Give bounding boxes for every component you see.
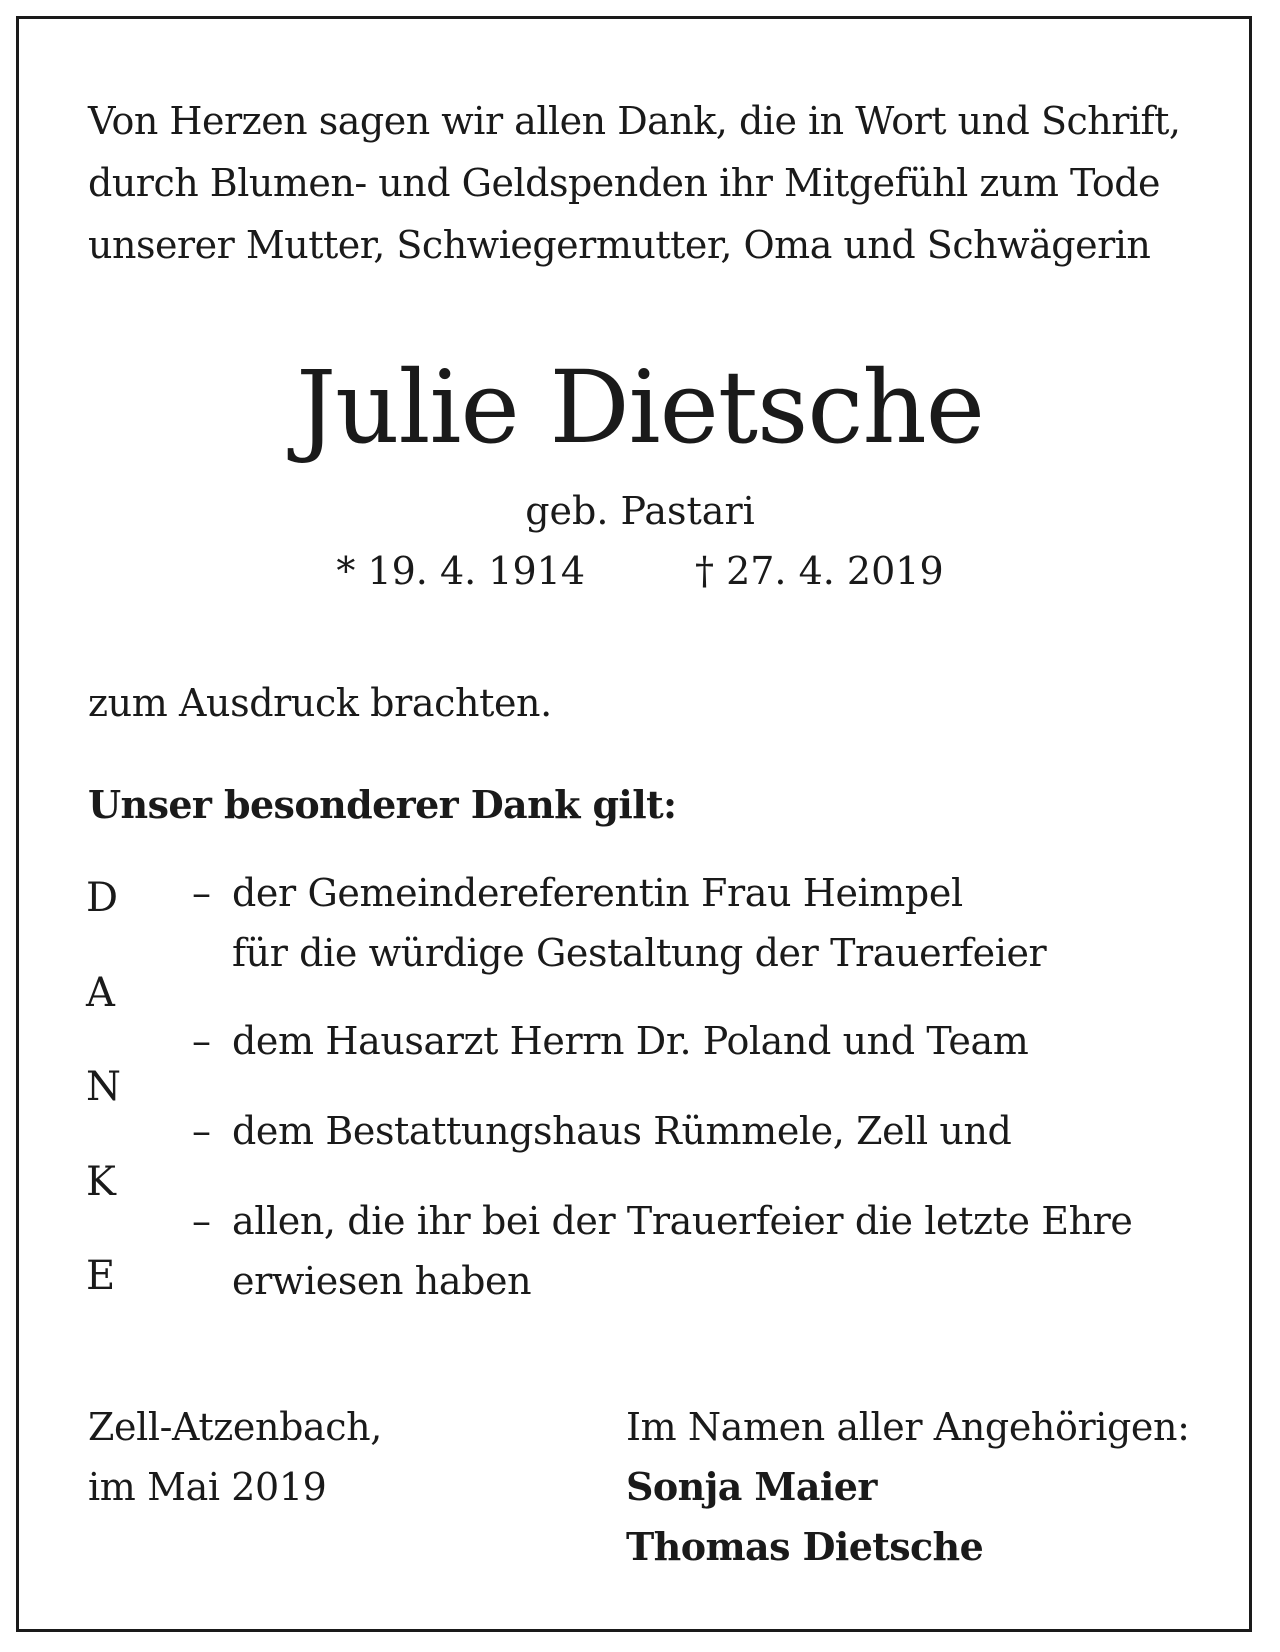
thanks-item-1-line-1: der Gemeindereferentin Frau Heimpel: [232, 871, 963, 915]
thanks-item-4-line-2: erwiesen haben: [232, 1259, 532, 1303]
thanks-item-4-line-1: allen, die ihr bei der Trauerfeier die letzte Ehre: [232, 1199, 1133, 1243]
place-line: Zell-Atzenbach,: [88, 1405, 382, 1449]
signature-name-2: Thomas Dietsche: [626, 1524, 984, 1569]
acrostic-letter-d: D: [86, 875, 119, 921]
life-dates: [0, 542, 1280, 600]
signature-name-1: Sonja Maier: [626, 1464, 877, 1509]
acrostic-letter-k: K: [86, 1159, 116, 1205]
acrostic-letter-e: E: [86, 1253, 116, 1299]
birth-date: * 19. 4. 1914: [336, 549, 585, 593]
birth-name: geb. Pastari: [525, 489, 755, 533]
intro-line-2: durch Blumen- und Geldspenden ihr Mitgefühl zum Tode: [88, 161, 1161, 205]
closing-intro: zum Ausdruck brachten.: [88, 681, 552, 725]
item-1-dash: –: [192, 871, 211, 915]
item-2-dash: –: [192, 1019, 211, 1063]
acrostic-letter-n: N: [86, 1064, 121, 1110]
thanks-heading: Unser besonderer Dank gilt:: [88, 782, 677, 827]
death-date: † 27. 4. 2019: [695, 549, 944, 593]
item-4-dash: –: [192, 1199, 211, 1243]
deceased-name: Julie Dietsche: [296, 349, 984, 466]
acrostic-letter-a: A: [86, 970, 115, 1016]
date-line: im Mai 2019: [88, 1465, 327, 1509]
thanks-item-1-line-2: für die würdige Gestaltung der Trauerfeier: [232, 931, 1047, 975]
intro-line-1: Von Herzen sagen wir allen Dank, die in Wort und Schrift,: [88, 99, 1181, 143]
item-3-dash: –: [192, 1109, 211, 1153]
thanks-item-3-line-1: dem Bestattungshaus Rümmele, Zell und: [232, 1109, 1012, 1153]
intro-line-3: unserer Mutter, Schwiegermutter, Oma und Schwägerin: [88, 223, 1151, 267]
signature-intro: Im Namen aller Angehörigen:: [626, 1405, 1190, 1449]
thanks-item-2-line-1: dem Hausarzt Herrn Dr. Poland und Team: [232, 1019, 1029, 1063]
